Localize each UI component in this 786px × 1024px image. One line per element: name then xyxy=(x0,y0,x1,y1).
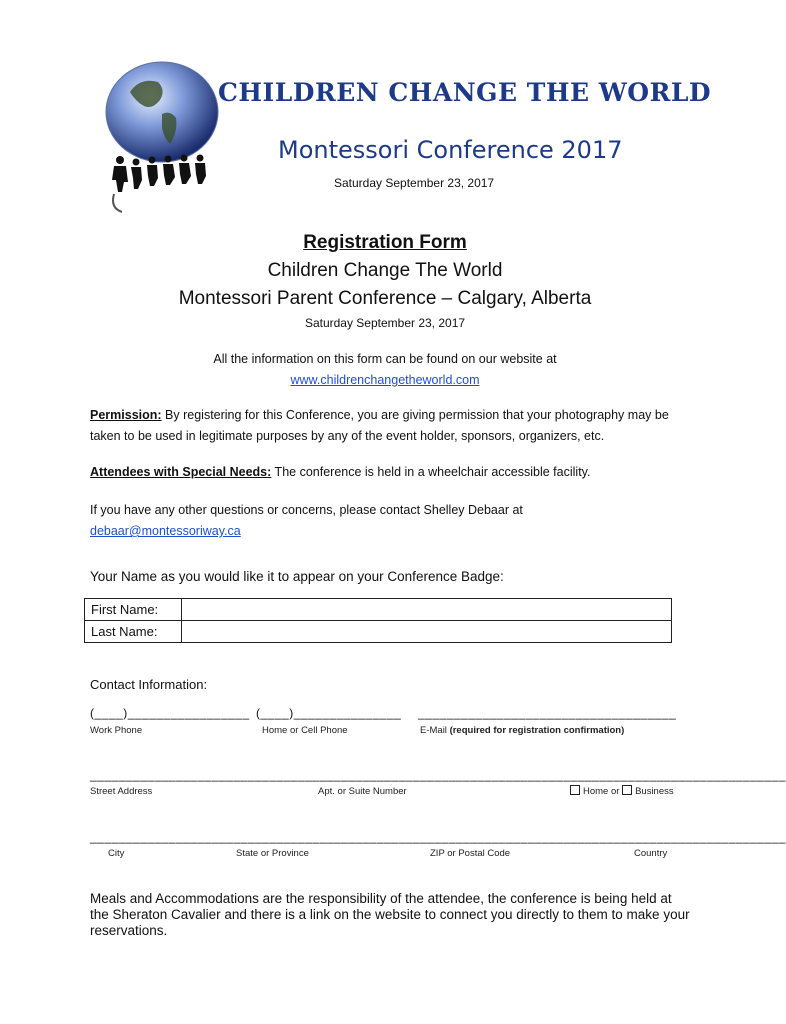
business-checkbox[interactable] xyxy=(622,785,632,795)
zip-postal-caption: ZIP or Postal Code xyxy=(430,848,511,859)
permission-label: Permission: xyxy=(90,408,162,422)
website-link[interactable]: www.childrenchangetheworld.com xyxy=(290,373,480,387)
business-option-label: Business xyxy=(635,786,674,797)
first-name-label: First Name: xyxy=(85,599,182,621)
special-needs-label: Attendees with Special Needs: xyxy=(90,465,272,479)
work-phone-caption: Work Phone xyxy=(90,725,143,736)
brand-title: CHILDREN CHANGE THE WORLD xyxy=(218,78,712,107)
last-name-label: Last Name: xyxy=(85,621,182,643)
home-checkbox[interactable] xyxy=(570,785,580,795)
badge-name-table xyxy=(84,598,672,643)
city-caption: City xyxy=(108,848,125,859)
first-name-field[interactable] xyxy=(182,599,672,621)
country-caption: Country xyxy=(634,848,668,859)
form-date: Saturday September 23, 2017 xyxy=(304,316,466,330)
form-subtitle-2: Montessori Parent Conference – Calgary, Alberta xyxy=(178,288,592,309)
header-date: Saturday September 23, 2017 xyxy=(334,176,495,190)
apt-suite-caption: Apt. or Suite Number xyxy=(318,786,407,797)
brand-subtitle: Montessori Conference 2017 xyxy=(278,136,623,164)
home-option-label: Home or xyxy=(583,786,620,797)
globe-with-children-logo xyxy=(100,52,230,222)
home-phone-field[interactable]: (____)_______________ xyxy=(256,706,402,720)
state-province-caption: State or Province xyxy=(236,848,309,859)
contact-heading: Contact Information: xyxy=(90,677,208,692)
last-name-field[interactable] xyxy=(182,621,672,643)
info-text: All the information on this form can be found on our website at xyxy=(213,352,557,366)
home-phone-caption: Home or Cell Phone xyxy=(262,725,348,736)
form-subtitle-1: Children Change The World xyxy=(267,260,503,281)
email-caption xyxy=(420,725,624,736)
city-field[interactable]: _________________________________________________________________________________________________ xyxy=(90,830,786,844)
special-needs-paragraph xyxy=(90,462,690,483)
special-needs-text: The conference is held in a wheelchair accessible facility. xyxy=(271,465,591,479)
work-phone-field[interactable]: (____)_________________ xyxy=(90,706,250,720)
street-address-caption: Street Address xyxy=(90,786,153,797)
meals-accommodations-note: Meals and Accommodations are the responsibility of the attendee, the conference is being held at the Sheraton Cavalier and there is a link on the website to connect you directly to them to make your reservations. xyxy=(90,891,690,938)
street-address-field[interactable]: _________________________________________________________________________________________________ xyxy=(90,768,786,782)
email-field[interactable]: ____________________________________ xyxy=(418,706,677,720)
permission-text: By registering for this Conference, you are giving permission that your photography may be taken to be used in legitimate purposes by any of the event holder, sponsors, organizers, etc. xyxy=(90,408,669,443)
email-caption-text: E-Mail xyxy=(420,725,447,736)
permission-paragraph xyxy=(90,405,690,447)
email-caption-note: (required for registration confirmation) xyxy=(449,725,625,736)
form-title: Registration Form xyxy=(303,232,467,253)
contact-email-link[interactable]: debaar@montessoriway.ca xyxy=(90,524,241,538)
contact-text: If you have any other questions or concerns, please contact Shelley Debaar at xyxy=(90,503,523,517)
address-type-options xyxy=(570,785,674,797)
badge-prompt: Your Name as you would like it to appear on your Conference Badge: xyxy=(90,569,504,584)
contact-paragraph xyxy=(90,500,690,542)
